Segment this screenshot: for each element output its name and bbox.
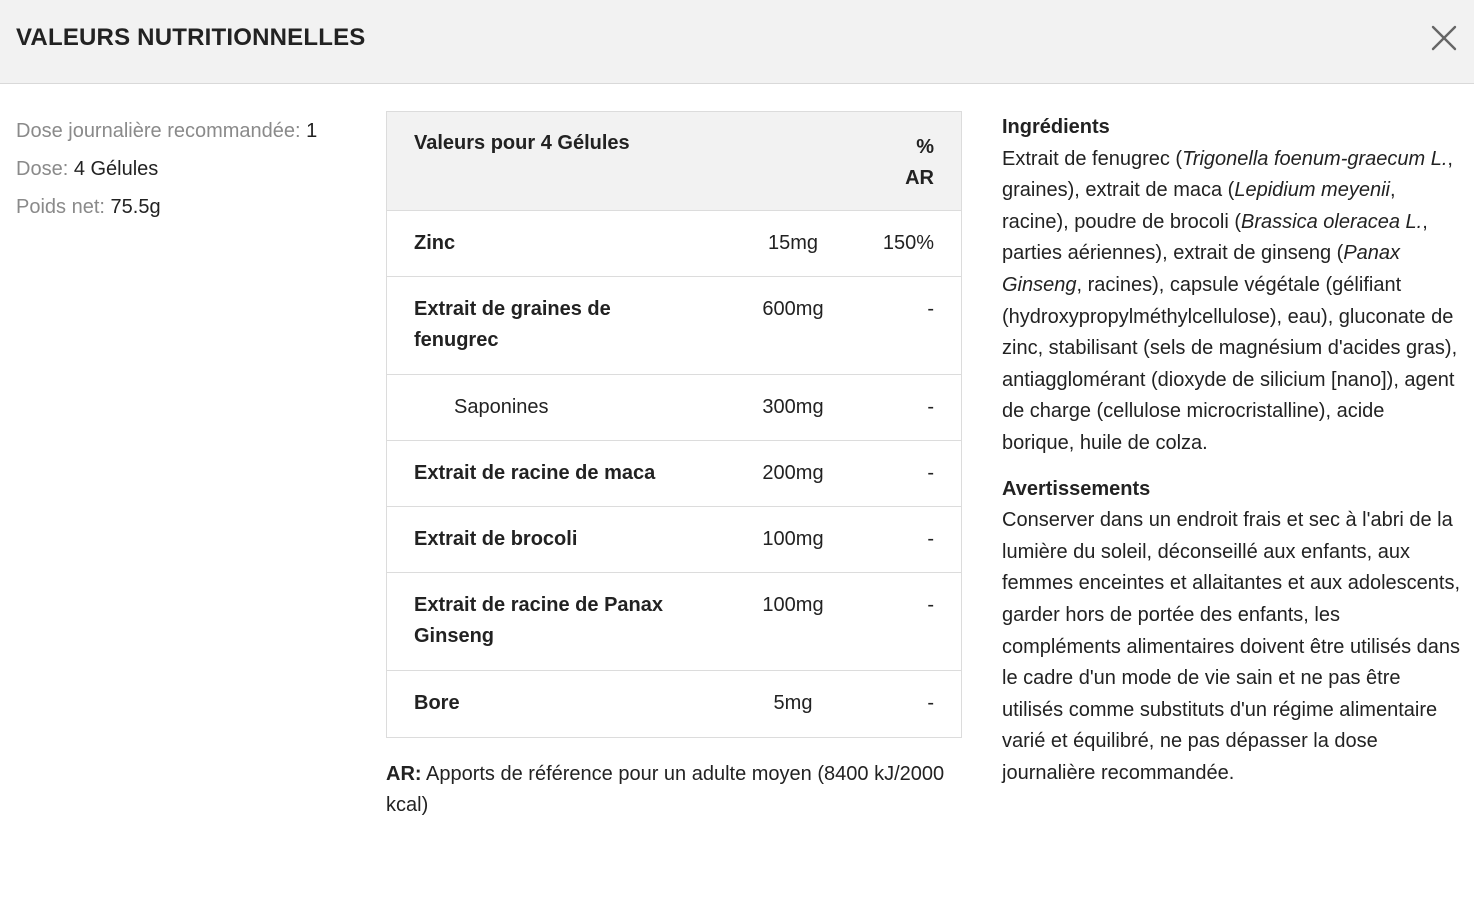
table-header-ar-line2: AR	[905, 167, 934, 189]
ingredients-text	[1002, 144, 1462, 460]
dose-label: Dose:	[16, 158, 69, 180]
nutrient-name: Extrait de racine de Panax Ginseng	[414, 594, 664, 647]
nutrient-amount: 15mg	[767, 232, 819, 254]
ar-footnote-label: AR:	[386, 763, 422, 785]
ingredients-text-part: , parties aériennes), extrait de ginseng (	[1002, 210, 1428, 265]
nutrient-name: Extrait de graines de fenugrec	[414, 298, 611, 351]
nutrient-amount: 100mg	[762, 594, 824, 616]
daily-dose-label: Dose journalière recommandée:	[16, 120, 301, 142]
nutrient-amount: 100mg	[762, 528, 824, 550]
table-row	[387, 573, 961, 671]
ingredients-latin-name: Lepidium meyenii	[1234, 179, 1390, 202]
nutrient-ar: -	[927, 462, 934, 484]
nutrient-ar: 150%	[882, 232, 934, 254]
nutrient-amount: 5mg	[773, 692, 813, 714]
nutrient-amount: 200mg	[762, 462, 824, 484]
ingredients-latin-name: Panax Ginseng	[1002, 242, 1401, 296]
table-row	[387, 507, 961, 573]
nutrient-name: Bore	[414, 692, 460, 714]
ingredients-text-part: , racines), capsule végétale (gélifiant (hydroxypropylméthylcellulose), eau), gluconate de zinc, stabilisant (sels de magnésium d'acides gras), antiagglomérant (dioxyde de silicium [nano]), agent de charge (cellulose microcristalline), acide borique, huile de colza.	[1002, 273, 1458, 454]
close-icon	[1424, 18, 1464, 58]
warnings-text: Conserver dans un endroit frais et sec à l'abri de la lumière du soleil, déconseillé aux enfants, aux femmes enceintes et allaitantes et aux adolescents, garder hors de portée des enfants, les compléments alimentaires doivent être utilisés dans le cadre d'un mode de vie sain et ne pas être utilisés comme substituts d'un régime alimentaire varié et équilibré, ne pas dépasser la dose journalière recommandée.	[1002, 509, 1461, 784]
table-row	[387, 671, 961, 737]
dose-value: 4 Gélules	[73, 158, 159, 180]
ar-footnote-text: Apports de référence pour un adulte moyen (8400 kJ/2000 kcal)	[386, 763, 945, 816]
net-weight-label: Poids net:	[16, 196, 105, 218]
ingredients-text-part: , racine), poudre de brocoli (	[1002, 179, 1396, 233]
ingredients-text-part: , graines), extrait de maca (	[1002, 147, 1453, 202]
ingredients-text-part: Extrait de fenugrec (	[1002, 147, 1183, 170]
ingredients-latin-name: Trigonella foenum-graecum L.	[1182, 147, 1448, 170]
modal-header	[0, 0, 1474, 84]
nutrient-ar: -	[927, 528, 934, 550]
nutrient-ar: -	[927, 692, 934, 714]
table-row	[387, 441, 961, 507]
table-header-name: Valeurs pour 4 Gélules	[414, 132, 630, 154]
warnings-title: Avertissements	[1002, 477, 1151, 500]
table-row	[387, 277, 961, 375]
table-row	[387, 211, 961, 277]
nutrient-amount: 600mg	[762, 298, 824, 320]
nutrient-ar: -	[927, 396, 934, 418]
dose-line	[16, 150, 366, 188]
nutrient-ar: -	[927, 594, 934, 616]
nutrition-table	[386, 111, 962, 738]
net-weight-value: 75.5g	[110, 196, 161, 218]
table-header-ar-line1: %	[916, 136, 934, 158]
ingredients-title: Ingrédients	[1002, 116, 1110, 138]
daily-dose-line	[16, 112, 366, 150]
ingredients-latin-name: Brassica oleracea L.	[1241, 210, 1423, 233]
table-row	[387, 375, 961, 441]
table-header-ar	[874, 132, 934, 194]
nutrient-name: Extrait de racine de maca	[414, 462, 656, 484]
nutrient-ar: -	[927, 298, 934, 320]
net-weight-line	[16, 188, 366, 226]
table-header	[387, 112, 961, 211]
dose-info	[16, 112, 366, 226]
nutrient-name: Zinc	[414, 232, 456, 254]
nutrient-name: Saponines	[454, 396, 549, 418]
product-details	[1002, 112, 1462, 789]
daily-dose-value: 1	[306, 120, 318, 142]
nutrient-name: Extrait de brocoli	[414, 528, 578, 550]
modal-title: VALEURS NUTRITIONNELLES	[16, 24, 366, 51]
ar-footnote	[386, 759, 946, 821]
close-button[interactable]	[1424, 18, 1464, 58]
nutrient-amount: 300mg	[762, 396, 824, 418]
